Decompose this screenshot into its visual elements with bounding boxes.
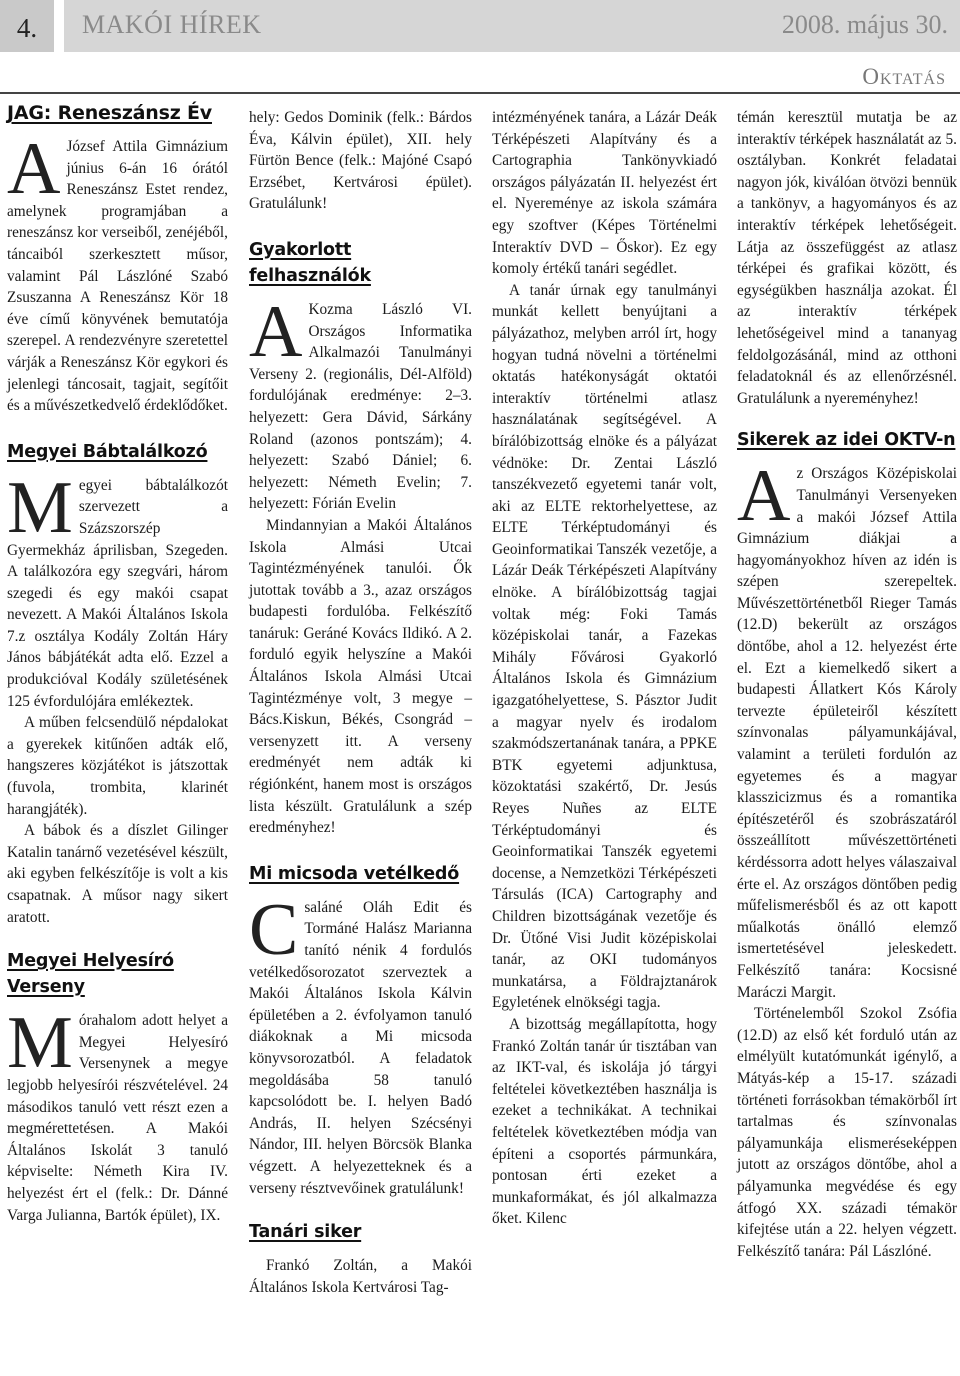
dropcap: A (7, 128, 61, 210)
article-paragraph: Történelemből Szokol Zsófia (12.D) az első két forduló után az elmélyült kutatómunkát igénylő, a Mátyás-kép a 15-17. századi történeti forrásokban témakörből írt tartalmas és színvonalas pályamunkája elismeréseképpen jutott az országos döntőbe, ahol a pályamunka megvédése és egy átfogó XX. századi témakör kifejtése után a 22. helyen végzett. Felkészítő tanára: Pál Lászlóné. (737, 1005, 957, 1260)
column-2 (249, 107, 472, 1298)
article-text: órahalom adott helyet a Megyei Helyesíró Versenynek a megye legjobb helyesírói részvételével. 24 másodikos tanuló vett részt ezen a megmérettetésen. A Makói Általános Iskolát 3 tanuló képviselte: Németh Kira IV. helyezést ért el (felk.: Dr. Dánné Varga Julianna, Bartók épület), IX. (7, 1012, 228, 1224)
article-gyakorlott-lead (249, 290, 472, 515)
article-paragraph: Mindannyian a Makói Általános Iskola Almási Utcai Tagintézményének tanulói. Ők jutottak tovább a 3., azaz országos budapesti fordulóba. Felkészítő tanáruk: Geráné Kovács Ildikó. A 2. forduló egyik helyszíne a Makói Általános Iskola Almási Utcai Tagintézménye volt, 3 megye – Bács.Kiskun, Békés, Csongrád – versenyzett itt. A verseny eredményét nem adták ki régiónként, hanem most is országos lista készült. Gratulálunk a szép eredményhez! (249, 516, 472, 837)
article-paragraph: Frankó Zoltán, a Makói Általános Iskola Kertvárosi Tag- (249, 1257, 472, 1296)
article-text: saláné Oláh Edit és Tormáné Halász Marianna tanító nénik 4 fordulós vetélkedősorozatot szerveztek a Makói Általános Iskola Kálvin épületében a 2. évfolyamon tanuló diákoknak a Mi micsoda könyvsorozatból. A feladatok megoldásába 58 tanuló kapcsolódott be. I. helyen Badó András, II. helyen Szécsényi Nándor, III. helyen Börcsök Blanka végzett. A helyezetteknek és a verseny résztvevőinek gratulálunk! (249, 898, 472, 1197)
article-jag-lead (7, 128, 228, 417)
section-divider (0, 92, 960, 94)
dropcap: A (249, 290, 303, 373)
headline-helyesiro[interactable]: Megyei Helyesíró Verseny (7, 951, 174, 998)
headline-tanari-siker[interactable]: Tanári siker (249, 1222, 362, 1243)
column-3 (492, 107, 717, 1230)
article-text: z Országos Középiskolai Tanulmányi Versenyeken a makói József Attila Gimnázium diákjai a hagyományokhoz híven az idén is szépen szerepeltek. Művészettörténetből Rieger Tamás (12.D) bekerült az országos döntőbe, ahol a 12. helyezést érte el. Ezt a kiemelkedő sikert a budapesti Állatkert Kós Károly tervezte épületeiről készített színvonalas pályamunkájával, valamint a területi fordulón az egyetemes és a magyar klasszicizmus és a romantika építészetéről és szobrászatáról összeállított művészettörténeti kérdéssorra adott helyes válaszaival érte el. Az országos döntőben pedig műfelismerésből és az ott kapott műalkotás önálló elemző ismertetésével jeleskedett. Felkészítő tanára: Kocsisné Maráczi Margit. (737, 465, 957, 1001)
masthead (64, 0, 960, 52)
article-text: Kozma László VI. Országos Informatika Alkalmazói Tanulmányi Verseny 2. (regionális, Dél-Alföld) fordulójának eredménye: 2–3. helyezett: Gera Dávid, Sárkány Roland (azonos pontszám); 4. helyezett: Szabó Dániel; 6. helyezett: Németh Evelin; 7. helyezett: Fórián Evelin (249, 300, 472, 513)
article-text: egyei bábtalálkozót szervezett a Százszorszép Gyermekház áprilisban, Szegeden. A találkozóra egy szegvári, három szegedi és egy makói csapat nevezett. A Makói Általános Iskola 7.z osztálya Kodály Zoltán Háry János bábjátékát adta elő. Ezzel a produkcióval Kodály születésének 125 évfordulójára emlékeztek. (7, 476, 228, 710)
headline-jag[interactable]: JAG: Reneszánsz Év (7, 102, 212, 124)
article-oktv-lead (737, 455, 957, 1003)
article-tanari-continued: intézményének tanára, a Lázár Deák Térképészeti Alapítvány és a Cartographia Tankönyvkiadó országos pályázatán II. helyezést ért el. Nyereménye az iskola számára egy szoftver (Képes Történelmi Interaktív DVD – Őskor). Ez egy komoly értékű tanári segédlet. (492, 109, 717, 278)
paper-title: MAKÓI HÍREK (82, 10, 262, 39)
page-number: 4. (0, 0, 54, 52)
article-helyesiro-continued: hely: Gedos Dominik (felk.: Bárdos Éva, Kálvin épület), XII. hely Fürtön Bence (felk.: Majóné Csapó Erzsébet, Kertvárosi épület). Gratulálunk! (249, 109, 472, 213)
column-4 (737, 107, 957, 1262)
dropcap: C (249, 888, 299, 971)
article-vetelkedo-lead (249, 888, 472, 1199)
article-paragraph: A műben felcsendülő népdalokat a gyerekek kitűnően adták elő, hangszeres közjátékot is játszottak (fuvola, trombita, klarinét harangjáték). (7, 714, 228, 818)
article-paragraph: A bizottság megállapította, hogy Frankó Zoltán tanár úr tisztában van az IKT-val, és iskolája jó tárgyi feltételei következtében használja is ezeket a technikákat. A technikai feltételek következtében módja van építeni a csoportés pármunkára, pontosan érti ezeket a munkaformákat, és jól alkalmazza őket. Kilenc (492, 1015, 717, 1228)
article-paragraph: A bábok és a díszlet Gilinger Katalin tanárnő vezetésével készült, aki egyben felkészítője is volt a kis csapatnak. A műsor nagy sikert aratott. (7, 822, 228, 926)
dropcap: M (7, 466, 73, 549)
article-paragraph: A tanár úrnak egy tanulmányi munkát kellett benyújtani a pályázathoz, melyben arról írt, hogy hogyan tudná növelni a történelmi oktatás hatékonyságát oktatói interaktív történelmi atlasz használatának segítségével. A bírálóbizottság elnöke és a pályázat védnöke: Dr. Zentai László tanszékvezető egyetemi tanár volt, aki az ELTE rektorhelyettese, az ELTE Térképtudományi és Geoinformatikai Tanszék vezetője, a Lázár Deák Térképészeti Alapítvány elnöke. A bírálóbizottság tagjai voltak még: Foki Tamás középiskolai tanár, a Fazekas Mihály Fővárosi Gyakorló Általános Iskola és Gimnázium igazgatóhelyettese, S. Pásztor Judit a magyar nyelv és irodalom szakmódszertanának tanára, a PPKE BTK egyetemi adjunktusa, közoktatási szakértő, Dr. Jesús Reyes Nuñes az ELTE Térképtudományi és Geoinformatikai Tanszék egyetemi docense, a Nemzetközi Térképészeti Társulás (ICA) Cartography and Children bizottságának vezetője és Dr. Ütőné Visi Judit középiskolai tanár, az OKI tudományos munkatársa, a Földrajztanárok Egyletének elnökségi tagja. (492, 281, 717, 1012)
headline-vetelkedo[interactable]: Mi micsoda vetélkedő (249, 863, 460, 884)
headline-babtalalkozo[interactable]: Megyei Bábtalálkozó (7, 441, 208, 462)
article-text: József Attila Gimnázium június 6-án 16 órától Reneszánsz Estet rendez, amelynek programjában a reneszánsz kor verseiből, zenéjéből, táncaiból szerkesztett műsor, valamint Pál Lászlóné Szabó Zsuszanna A Reneszánsz Kör 18 éve című könyvének bemutatója szerepel. A rendezvényre szeretettel várják a Reneszánsz Kör egykori és jelenlegi táncosait, tagjait, segítőit és a művészetkedvelő érdeklődőket. (7, 138, 228, 415)
issue-date: 2008. május 30. (781, 10, 948, 39)
headline-oktv[interactable]: Sikerek az idei OKTV-n (737, 430, 956, 451)
headline-gyakorlott[interactable]: Gyakorlott felhasználók (249, 239, 371, 286)
column-1 (7, 100, 228, 1226)
article-tanari-continued: témán keresztül mutatja be az interaktív térképek használatát az 5. osztályban. Konkrét feladatai nagyon jók, kiválóan ötvözi bennük a tankönyv, a hagyományos és az interaktív térképek lehetőségeit. Látja az összefüggést az atlasz térképei és grafikai között, és egységükben használja azokat. Él az interaktív térképek lehetőségeivel mind a tananyag feldolgozásánál, mind az otthoni feladatoknál és az ellenőrzésnél. Gratulálunk a nyereményhez! (737, 109, 957, 407)
article-bab-lead (7, 466, 228, 713)
article-helyesiro-lead (7, 1002, 228, 1226)
dropcap: M (7, 1002, 73, 1085)
dropcap: A (737, 455, 791, 538)
section-label: Oktatás (862, 64, 946, 89)
